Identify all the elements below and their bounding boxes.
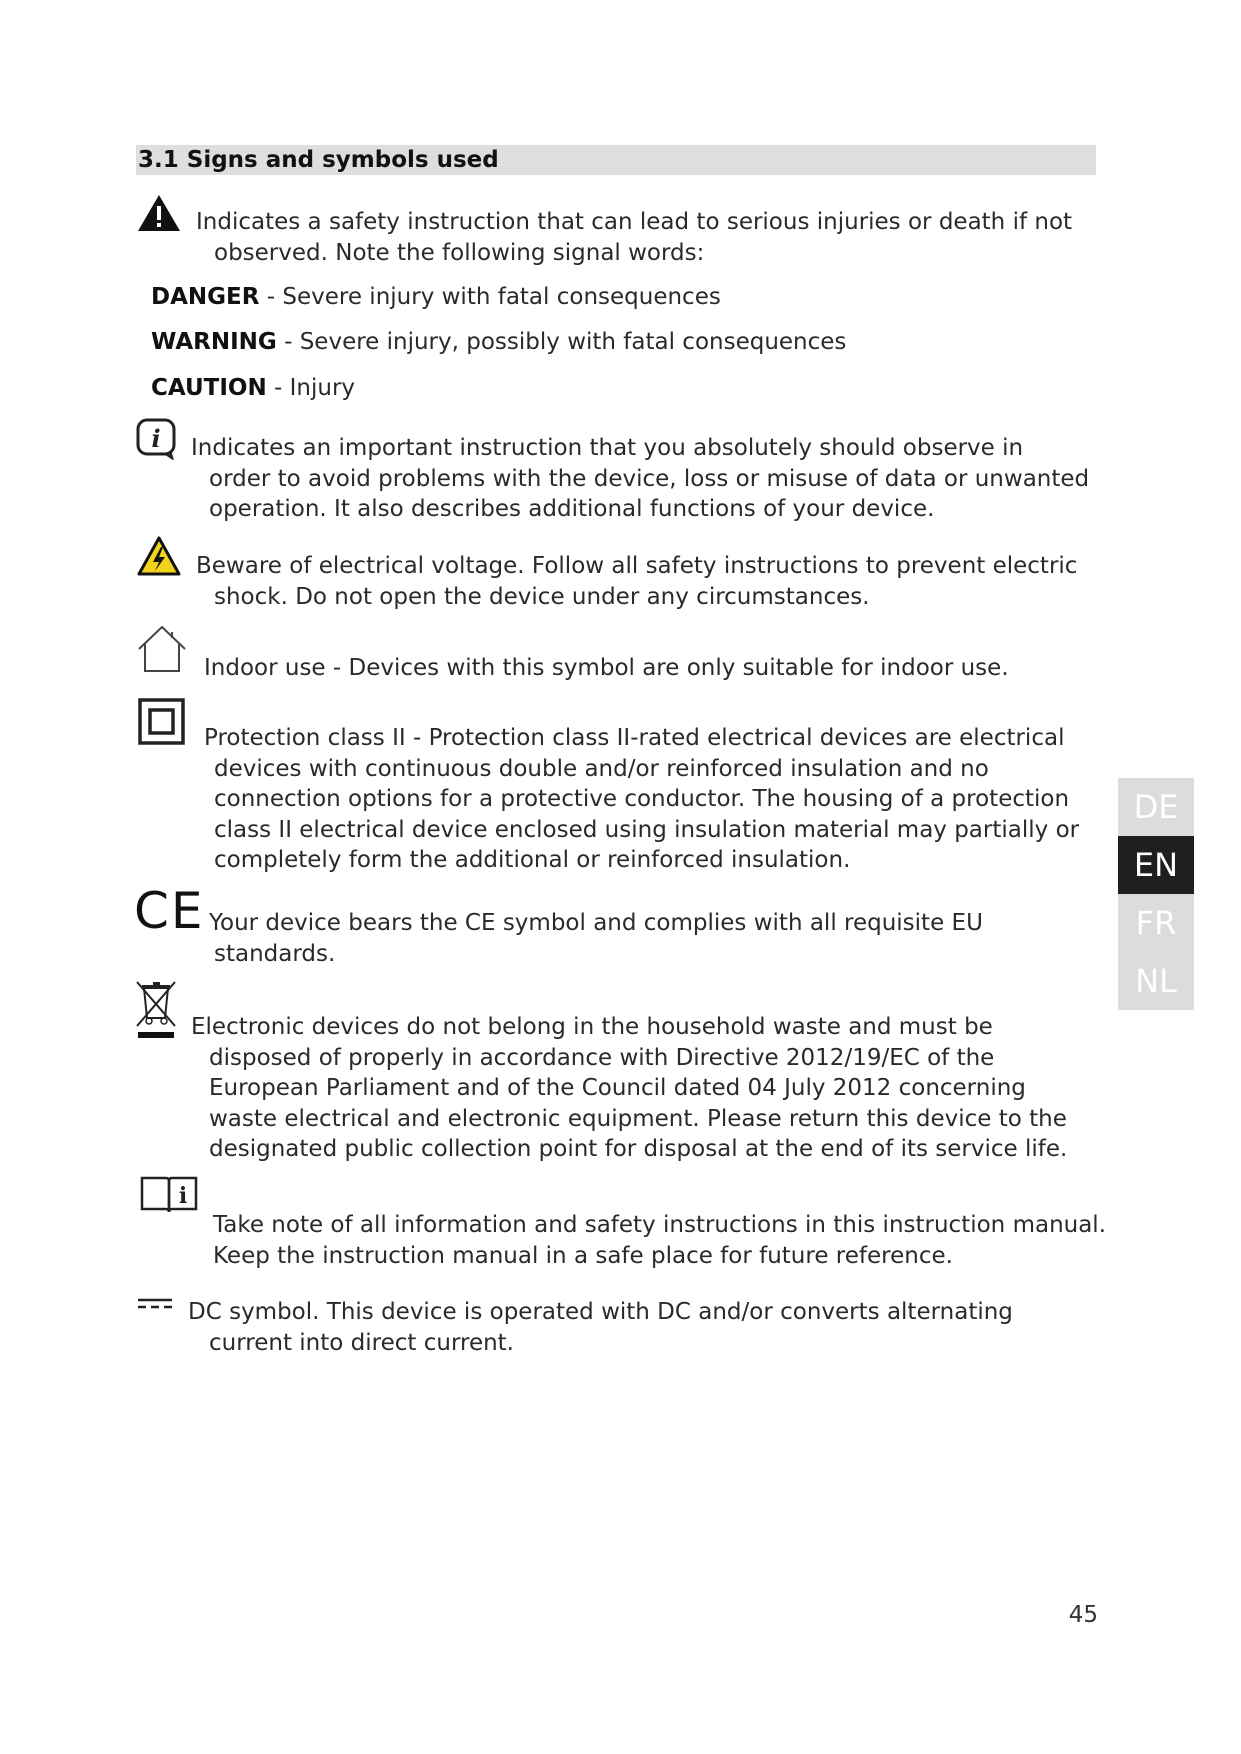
ce-mark: CE: [134, 882, 205, 940]
text-line: designated public collection point for disposal at the end of its service life.: [209, 1136, 1068, 1162]
text-line: order to avoid problems with the device, loss or misuse of data or unwanted: [209, 465, 1090, 492]
signal-word: CAUTION: [151, 375, 267, 401]
text-line: waste electrical and electronic equipment. Please return this device to the: [209, 1105, 1067, 1132]
info-icon: [136, 418, 178, 460]
danger-triangle-icon: [136, 193, 182, 233]
text-line: shock. Do not open the device under any circumstances.: [214, 583, 870, 610]
signal-word-desc: - Severe injury with fatal consequences: [259, 284, 721, 310]
signal-word-caution: [151, 373, 355, 403]
text-line: Indicates an important instruction that you absolutely should observe in: [191, 435, 1024, 461]
lang-tab-nl[interactable]: NL: [1118, 952, 1194, 1010]
text-line: class II electrical device enclosed using insulation material may partially or: [214, 816, 1080, 843]
svg-text:i: i: [178, 1183, 188, 1209]
signal-word-desc: - Severe injury, possibly with fatal consequences: [276, 329, 847, 355]
crossed-bin-icon: [134, 980, 180, 1040]
signal-word: WARNING: [151, 329, 277, 355]
text-line: devices with continuous double and/or reinforced insulation and no: [214, 755, 989, 782]
text-line: Your device bears the CE symbol and complies with all requisite EU: [209, 910, 983, 936]
voltage-description: [196, 551, 1114, 612]
text-line: Electronic devices do not belong in the household waste and must be: [191, 1014, 993, 1040]
lang-tab-de[interactable]: DE: [1118, 778, 1194, 836]
text-line: connection options for a protective conductor. The housing of a protection: [214, 786, 1070, 812]
ce-mark-icon: [134, 882, 205, 940]
signal-word-warning: [151, 327, 846, 357]
dc-description: [188, 1297, 1111, 1358]
text-line: current into direct current.: [209, 1329, 514, 1356]
section-heading: 3.1 Signs and symbols used: [136, 145, 1096, 175]
house-icon: [136, 624, 188, 674]
text-line: Take note of all information and safety instructions in this instruction manual.: [213, 1212, 1107, 1238]
signal-word-danger: [151, 282, 721, 312]
text-line: European Parliament and of the Council dated 04 July 2012 concerning: [209, 1075, 1026, 1101]
electric-voltage-icon: [136, 535, 182, 577]
danger-description: [196, 207, 1114, 268]
manual-description: [213, 1210, 1113, 1271]
signal-word-desc: - Injury: [266, 375, 356, 401]
info-description: [191, 433, 1114, 525]
weee-description: [191, 1012, 1114, 1165]
manual-info-icon: [138, 1172, 200, 1216]
svg-text:i: i: [151, 424, 161, 453]
protection-description: [204, 723, 1112, 876]
text-line: disposed of properly in accordance with Directive 2012/19/EC of the: [209, 1044, 995, 1071]
text-line: observed. Note the following signal words:: [214, 239, 705, 266]
dc-symbol-icon: [137, 1297, 173, 1311]
page-number: 45: [1068, 1602, 1098, 1628]
text-line: Protection class II - Protection class II-rated electrical devices are electrical: [204, 725, 1065, 751]
lang-tab-fr[interactable]: FR: [1118, 894, 1194, 952]
text-line: Keep the instruction manual in a safe place for future reference.: [213, 1242, 953, 1269]
protection-class-ii-icon: [138, 698, 186, 746]
text-line: standards.: [214, 940, 336, 967]
text-line: Indoor use - Devices with this symbol are only suitable for indoor use.: [204, 655, 1009, 681]
text-line: completely form the additional or reinforced insulation.: [214, 847, 851, 873]
text-line: operation. It also describes additional functions of your device.: [209, 496, 935, 522]
text-line: Beware of electrical voltage. Follow all safety instructions to prevent electric: [196, 553, 1078, 579]
lang-tab-en[interactable]: EN: [1118, 836, 1194, 894]
signal-word: DANGER: [151, 284, 260, 310]
indoor-description: [204, 653, 1112, 684]
text-line: Indicates a safety instruction that can lead to serious injuries or death if not: [196, 209, 1073, 235]
ce-description: [209, 908, 1112, 969]
text-line: DC symbol. This device is operated with DC and/or converts alternating: [188, 1299, 1013, 1325]
